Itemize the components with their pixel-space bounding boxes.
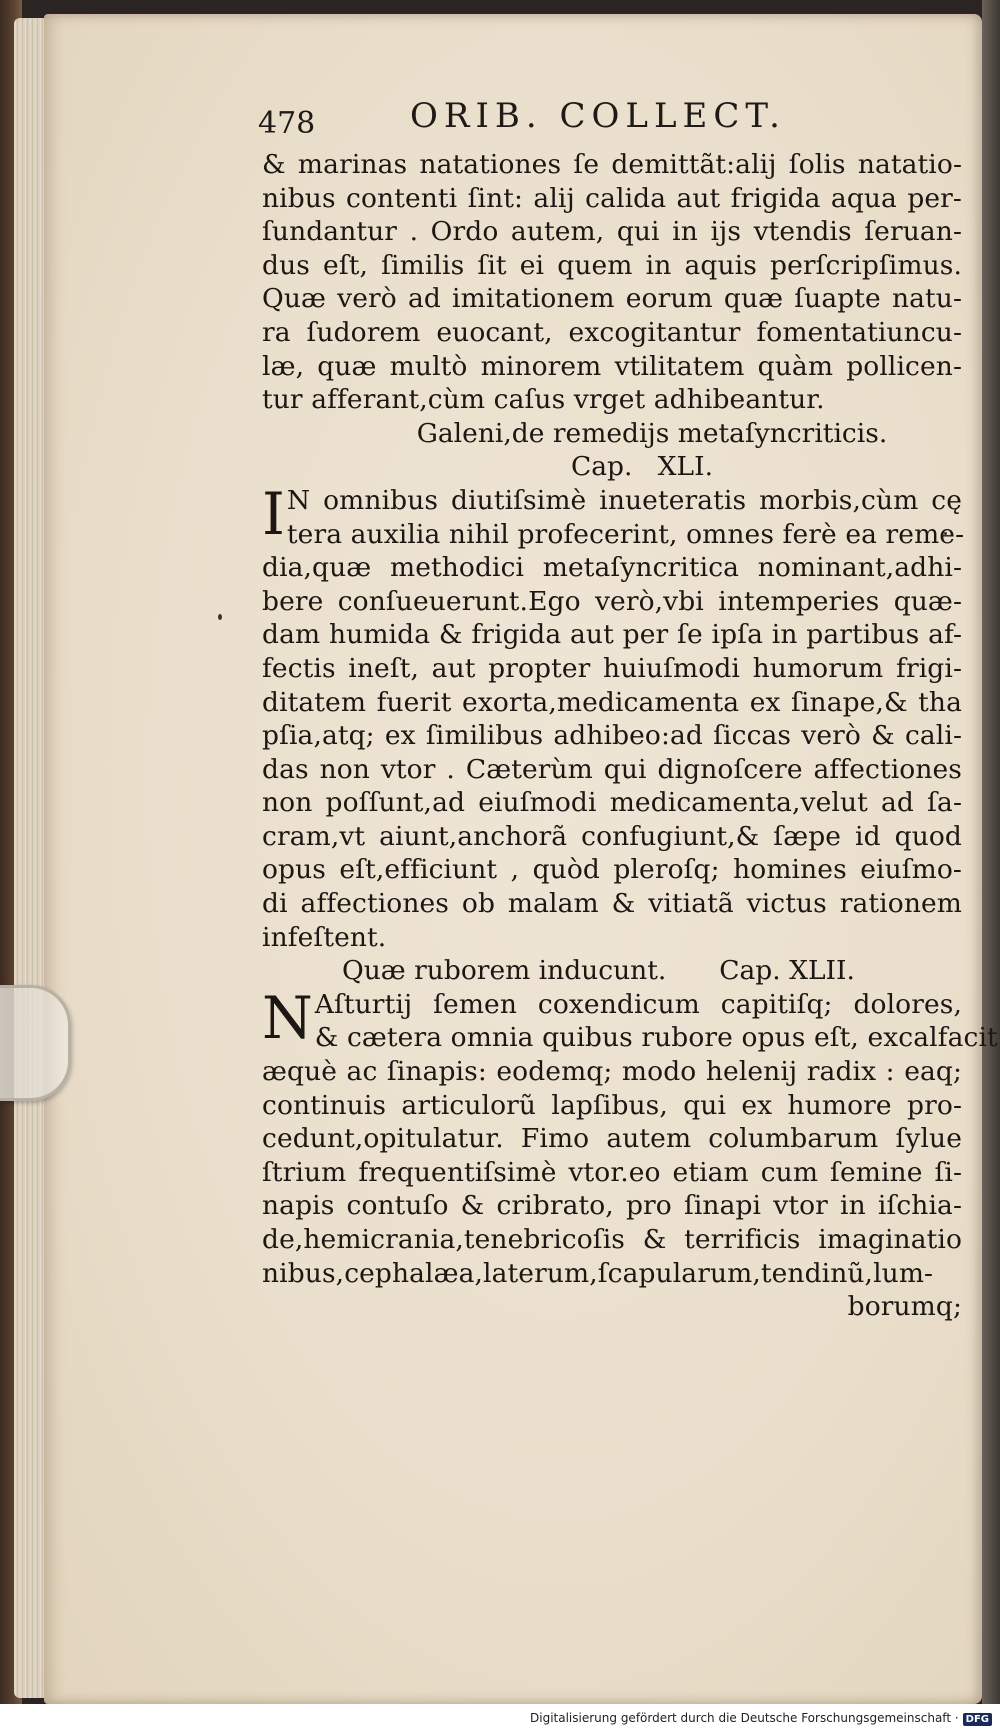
text-line: tera auxilia nihil profecerint, omnes ferè ea reme- [286,518,965,550]
section-title: Quæ ruborem inducunt. [342,955,667,987]
page-body [262,148,998,1324]
chapter-number: Cap. XLII. [719,955,855,987]
text-line: cram,vt aiunt,anchorã confugiunt,& ſæpe id quod [262,820,962,852]
text-line: pſia,atq; ex ſimilibus adhibeo:ad ſiccas verò & cali- [262,720,962,752]
text-line: dam humida & frigida aut per ſe ipſa in partibus af- [262,619,962,651]
digitization-credit [530,1711,992,1726]
dust-speck [218,614,222,620]
text-line: nibus contenti ſint: alij calida aut frigida aqua per- [262,182,962,214]
text-line: fectis ineſt, aut propter huiuſmodi humorum frigi- [262,652,962,684]
section-2-heading [262,954,962,988]
text-line: Aſturtij ſemen coxendicum capitiſq; dolores, [314,988,962,1020]
text-line: ditatem fuerit exorta,medicamenta ex ſinape,& tha [262,686,962,718]
credit-text: Digitalisierung gefördert durch die Deutsche Forschungsgemeinschaft · [530,1711,959,1725]
text-line: nibus,cephalæa,laterum,ſcapularum,tendinũ,lum- [262,1257,934,1289]
text-line: Quæ verò ad imitationem eorum quæ ſuapte natu- [262,283,962,315]
text-line: de,hemicrania,tenebricoſis & terrificis imaginatio [262,1224,962,1255]
text-line: non poſſunt,ad eiuſmodi medicamenta,velut ad ſa- [262,787,962,819]
text-line: das non vtor . Cæterùm qui dignoſcere affectiones [262,753,962,785]
paragraph-1 [262,148,962,417]
text-line: di affectiones ob malam & vitiatã victus rationem [262,888,962,920]
drop-cap: N [262,983,313,1052]
running-head: ORIB. COLLECT. [410,96,786,136]
text-line: continuis articulorũ lapſibus, qui ex humore pro- [262,1089,962,1121]
page-header [258,96,858,146]
text-line: bere conſueuerunt.Ego verò,vbi intemperies quæ- [262,585,962,617]
text-line: dus eſt, ſimilis ſit ei quem in aquis perſcripſimus. [262,249,962,281]
text-line: opus eſt,efficiunt , quòd pleroſq; homines eiuſmo- [262,854,962,886]
page-number: 478 [258,106,316,141]
text-line: infeſtent. [262,921,387,953]
text-line: tur afferant,cùm caſus vrget adhibeantur. [262,384,825,416]
text-line: napis contuſo & cribrato, pro ſinapi vtor in iſchia- [262,1190,962,1222]
page-clip [0,985,71,1101]
drop-cap: I [262,479,285,548]
catchword: borumq; [847,1291,962,1323]
right-scan-border [982,0,1000,1732]
text-line: cedunt,opitulatur. Fimo autem columbarum ſylue [262,1123,962,1155]
text-line: læ, quæ multò minorem vtilitatem quàm pollicen- [262,350,962,382]
text-line: ra ſudorem euocant, excogitantur fomentatiuncu- [262,316,962,348]
section-1-body [262,479,965,954]
text-line: & cætera omnia quibus rubore opus eſt, excalfacit [314,1022,998,1054]
text-line: & marinas natationes ſe demittãt:alij ſolis natatio- [262,149,962,180]
text-line: ſundantur . Ordo autem, qui in ijs vtendis ſeruan- [262,216,962,248]
dfg-logo-icon: DFG [963,1713,992,1726]
text-line: ſtrium frequentiſsimè vtor.eo etiam cum ſemine ſi- [262,1156,962,1188]
chapter-number: Cap. XLI. [570,451,714,483]
section-2-body [262,983,998,1324]
text-line: æquè ac ſinapis: eodemq; modo helenij radix : eaq; [262,1056,962,1088]
section-title: Galeni,de remedijs metaſyncriticis. [416,417,888,449]
text-line: dia,quæ methodici metaſyncritica nominant,adhi- [262,552,962,584]
text-line: N omnibus diutiſsimè inueteratis morbis,cùm cę [286,484,962,516]
